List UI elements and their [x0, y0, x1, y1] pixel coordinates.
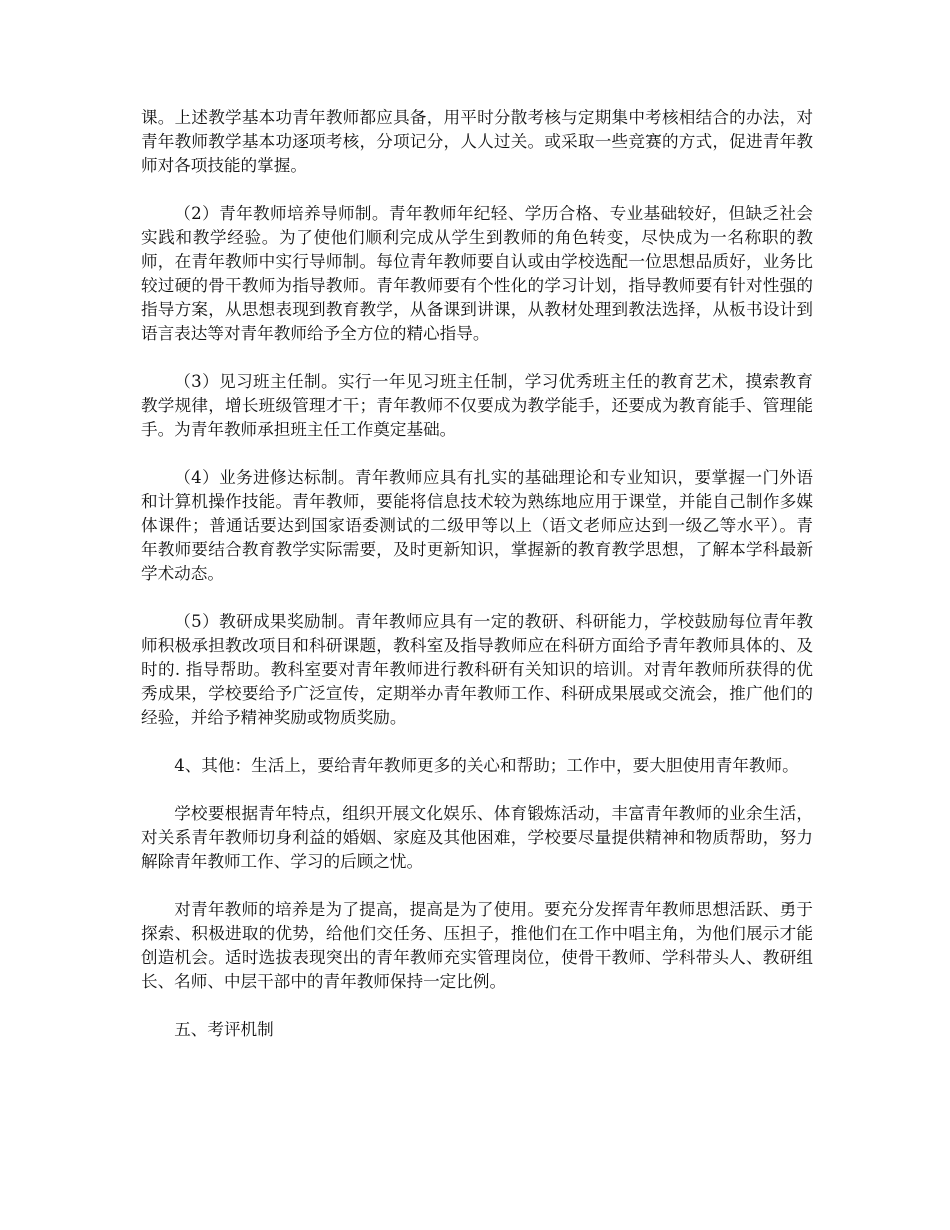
- paragraph-trainee-head-teacher: （3）见习班主任制。实行一年见习班主任制，学习优秀班主任的教育艺术，摸索教育教学规律，增长班级管理才干；青年教师不仅要成为教学能手，还要成为教育能手、管理能手。为青年教师承担班主任工作奠定基础。: [141, 372, 813, 439]
- paragraph-other: 4、其他：生活上，要给青年教师更多的关心和帮助；工作中，要大胆使用青年教师。: [174, 756, 799, 775]
- paragraph-mentor-system: （2）青年教师培养导师制。青年教师年纪轻、学历合格、专业基础较好，但缺乏社会实践和教学经验。为了使他们顺利完成从学生到教师的角色转变，尽快成为一名称职的教师，在青年教师中实行导师制。每位青年教师要自认或由学校选配一位思想品质好，业务比较过硬的骨干教师为指导教师。青年教师要有个性化的学习计划，指导教师要有针对性强的指导方案，从思想表现到教育教学，从备课到讲课，从教材处理到教法选择，从板书设计到语言表达等对青年教师给予全方位的精心指导。: [141, 204, 813, 343]
- paragraph-use-of-teachers: 对青年教师的培养是为了提高，提高是为了使用。要充分发挥青年教师思想活跃、勇于探索、积极进取的优势，给他们交任务、压担子，推他们在工作中唱主角，为他们展示才能创造机会。适时选拔表现突出的青年教师充实管理岗位，使骨干教师、学科带头人、教研组长、名师、中层干部中的青年教师保持一定比例。: [141, 900, 813, 991]
- document-page: [141, 106, 813, 1066]
- section-heading-evaluation: 五、考评机制: [174, 1020, 274, 1039]
- paragraph-research-rewards: （5）教研成果奖励制。青年教师应具有一定的教研、科研能力，学校鼓励每位青年教师积极承担教改项目和科研课题，教科室及指导教师应在科研方面给予青年教师具体的、及时的. 指导帮助。教科室要对青年教师进行教科研有关知识的培训。对青年教师所获得的优秀成果，学校要给予广泛宣传，定期举办青年教师工作、科研成果展或交流会，推广他们的经验，并给予精神奖励或物质奖励。: [141, 612, 813, 727]
- paragraph-professional-development: （4）业务进修达标制。青年教师应具有扎实的基础理论和专业知识，要掌握一门外语和计算机操作技能。青年教师，要能将信息技术较为熟练地应用于课堂，并能自己制作多媒体课件；普通话要达到国家语委测试的二级甲等以上（语文老师应达到一级乙等水平）。青年教师要结合教育教学实际需要，及时更新知识，掌握新的教育教学思想，了解本学科最新学术动态。: [141, 468, 813, 583]
- paragraph-school-support: 学校要根据青年特点，组织开展文化娱乐、体育锻炼活动，丰富青年教师的业余生活，对关系青年教师切身利益的婚姻、家庭及其他困难，学校要尽量提供精神和物质帮助，努力解除青年教师工作、学习的后顾之忧。: [141, 804, 813, 871]
- paragraph-continuation: 课。上述教学基本功青年教师都应具备，用平时分散考核与定期集中考核相结合的办法，对青年教师教学基本功逐项考核，分项记分，人人过关。或采取一些竞赛的方式，促进青年教师对各项技能的掌握。: [141, 108, 813, 175]
